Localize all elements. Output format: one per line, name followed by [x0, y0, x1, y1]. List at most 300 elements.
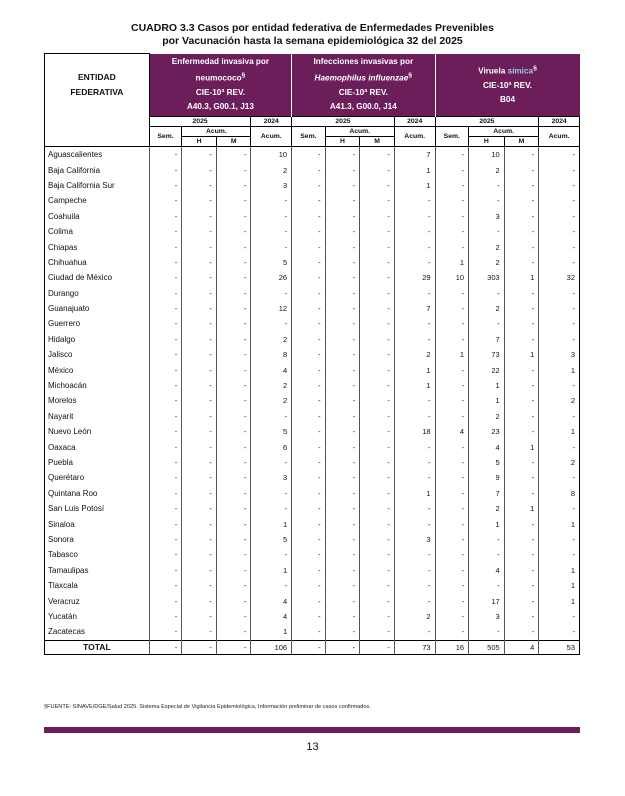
- entity-name: Morelos: [45, 393, 150, 408]
- entity-header-line-1: ENTIDAD: [77, 72, 116, 83]
- table-cell: 12: [251, 301, 292, 316]
- table-cell: -: [504, 286, 539, 301]
- table-cell: -: [325, 178, 360, 193]
- table-cell: -: [394, 439, 435, 454]
- table-cell: -: [325, 516, 360, 531]
- table-cell: 3: [394, 532, 435, 547]
- table-cell: -: [539, 255, 580, 270]
- table-cell: -: [292, 439, 326, 454]
- table-row: [45, 393, 580, 408]
- entity-name: Hidalgo: [45, 332, 150, 347]
- table-cell: -: [469, 178, 505, 193]
- table-cell: -: [435, 593, 469, 608]
- entity-header-line-2: FEDERATIVA: [70, 87, 124, 98]
- footer-bar: [44, 727, 580, 733]
- table-cell: -: [539, 409, 580, 424]
- table-cell: 2: [469, 239, 505, 254]
- sem-g2: Sem.: [292, 127, 326, 147]
- table-cell: -: [292, 624, 326, 640]
- group-1-line-2-wrap: [150, 69, 291, 86]
- year-2024-g3: 2024: [539, 117, 580, 127]
- table-cell: 1: [469, 516, 505, 531]
- table-cell: 32: [539, 270, 580, 285]
- table-cell: -: [469, 578, 505, 593]
- table-cell: -: [182, 455, 217, 470]
- total-cell: 53: [539, 640, 580, 654]
- total-cell: 106: [251, 640, 292, 654]
- entity-name: Tabasco: [45, 547, 150, 562]
- acum-2024-g2: Acum.: [394, 127, 435, 147]
- table-cell: -: [325, 193, 360, 208]
- table-cell: -: [182, 486, 217, 501]
- table-row: [45, 409, 580, 424]
- total-cell: 16: [435, 640, 469, 654]
- table-cell: -: [149, 193, 182, 208]
- table-cell: -: [149, 624, 182, 640]
- table-row: [45, 178, 580, 193]
- table-cell: -: [360, 162, 395, 177]
- table-cell: -: [216, 486, 251, 501]
- table-cell: -: [292, 378, 326, 393]
- table-row: [45, 316, 580, 331]
- table-cell: -: [182, 378, 217, 393]
- table-cell: -: [149, 516, 182, 531]
- table-cell: -: [182, 516, 217, 531]
- table-cell: 4: [251, 362, 292, 377]
- table-cell: -: [504, 563, 539, 578]
- table-cell: 73: [469, 347, 505, 362]
- table-cell: -: [539, 332, 580, 347]
- entity-name: Baja California: [45, 162, 150, 177]
- table-cell: -: [539, 470, 580, 485]
- table-cell: -: [182, 270, 217, 285]
- table-cell: -: [435, 624, 469, 640]
- table-cell: 1: [539, 563, 580, 578]
- table-cell: -: [435, 301, 469, 316]
- table-cell: -: [216, 209, 251, 224]
- table-cell: -: [360, 455, 395, 470]
- table-row: [45, 547, 580, 562]
- table-cell: -: [539, 193, 580, 208]
- table-cell: -: [435, 547, 469, 562]
- entity-name: Colima: [45, 224, 150, 239]
- table-cell: 29: [394, 270, 435, 285]
- table-cell: -: [149, 501, 182, 516]
- table-cell: 8: [251, 347, 292, 362]
- group-2-line-1: Infecciones invasivas por: [313, 57, 414, 67]
- table-cell: -: [182, 439, 217, 454]
- table-cell: -: [394, 332, 435, 347]
- entity-name: Michoacán: [45, 378, 150, 393]
- total-cell: -: [216, 640, 251, 654]
- table-cell: -: [435, 532, 469, 547]
- table-cell: -: [504, 578, 539, 593]
- table-cell: -: [435, 362, 469, 377]
- table-cell: -: [325, 362, 360, 377]
- table-cell: -: [360, 593, 395, 608]
- table-cell: 7: [394, 147, 435, 163]
- table-cell: 4: [469, 563, 505, 578]
- table-cell: -: [539, 501, 580, 516]
- acum-2024-g1: Acum.: [251, 127, 292, 147]
- table-cell: 1: [394, 162, 435, 177]
- table-cell: -: [325, 409, 360, 424]
- table-cell: -: [360, 578, 395, 593]
- entity-name: Zacatecas: [45, 624, 150, 640]
- table-cell: 1: [394, 378, 435, 393]
- table-cell: -: [469, 624, 505, 640]
- table-cell: -: [360, 316, 395, 331]
- table-cell: -: [292, 147, 326, 163]
- table-cell: -: [504, 239, 539, 254]
- table-cell: -: [216, 347, 251, 362]
- table-cell: -: [504, 409, 539, 424]
- table-cell: -: [182, 409, 217, 424]
- table-cell: -: [292, 516, 326, 531]
- table-cell: 1: [504, 501, 539, 516]
- table-cell: -: [504, 516, 539, 531]
- entity-name: Chiapas: [45, 239, 150, 254]
- table-cell: -: [251, 209, 292, 224]
- table-cell: 4: [435, 424, 469, 439]
- table-cell: -: [504, 486, 539, 501]
- table-cell: -: [216, 178, 251, 193]
- table-cell: -: [292, 409, 326, 424]
- table-cell: -: [325, 501, 360, 516]
- table-cell: -: [504, 378, 539, 393]
- table-cell: -: [435, 501, 469, 516]
- m-g1: M: [216, 137, 251, 147]
- table-cell: -: [292, 255, 326, 270]
- table-cell: -: [360, 609, 395, 624]
- total-cell: 505: [469, 640, 505, 654]
- table-cell: -: [182, 578, 217, 593]
- table-row: [45, 609, 580, 624]
- table-cell: -: [539, 147, 580, 163]
- table-cell: -: [182, 424, 217, 439]
- table-cell: -: [394, 624, 435, 640]
- table-cell: 303: [469, 270, 505, 285]
- table-cell: -: [251, 547, 292, 562]
- table-cell: -: [149, 547, 182, 562]
- table-cell: -: [394, 316, 435, 331]
- table-cell: 2: [251, 332, 292, 347]
- table-cell: -: [504, 424, 539, 439]
- table-cell: 22: [469, 362, 505, 377]
- table-cell: -: [149, 286, 182, 301]
- table-cell: -: [394, 393, 435, 408]
- table-cell: -: [325, 578, 360, 593]
- year-2025-g2: 2025: [292, 117, 395, 127]
- table-cell: -: [325, 486, 360, 501]
- entity-name: Veracruz: [45, 593, 150, 608]
- table-cell: -: [360, 439, 395, 454]
- table-cell: 1: [539, 362, 580, 377]
- table-cell: -: [149, 147, 182, 163]
- table-cell: -: [360, 255, 395, 270]
- table-cell: -: [325, 301, 360, 316]
- table-cell: -: [292, 162, 326, 177]
- entity-name: Aguascalientes: [45, 147, 150, 163]
- table-cell: 4: [469, 439, 505, 454]
- table-cell: 1: [251, 563, 292, 578]
- table-cell: -: [539, 532, 580, 547]
- table-row: [45, 424, 580, 439]
- table-cell: -: [360, 624, 395, 640]
- table-cell: -: [149, 563, 182, 578]
- table-cell: -: [292, 178, 326, 193]
- table-cell: -: [216, 239, 251, 254]
- table-cell: 1: [469, 393, 505, 408]
- table-cell: -: [149, 270, 182, 285]
- table-cell: -: [182, 547, 217, 562]
- table-cell: -: [504, 301, 539, 316]
- table-cell: -: [182, 178, 217, 193]
- table-cell: -: [360, 286, 395, 301]
- page-number: 13: [306, 741, 319, 753]
- table-cell: -: [325, 347, 360, 362]
- table-cell: -: [325, 563, 360, 578]
- table-cell: -: [216, 424, 251, 439]
- entity-name: Durango: [45, 286, 150, 301]
- entity-name: Campeche: [45, 193, 150, 208]
- table-cell: -: [504, 147, 539, 163]
- title-line-2: por Vacunación hasta la semana epidemiológica 32 del 2025: [162, 35, 463, 47]
- h-g2: H: [325, 137, 360, 147]
- table-cell: -: [216, 255, 251, 270]
- table-cell: 17: [469, 593, 505, 608]
- table-cell: -: [216, 147, 251, 163]
- table-cell: -: [394, 547, 435, 562]
- sem-g3: Sem.: [435, 127, 469, 147]
- table-cell: -: [149, 347, 182, 362]
- table-cell: -: [394, 239, 435, 254]
- entity-name: Guerrero: [45, 316, 150, 331]
- table-cell: -: [216, 193, 251, 208]
- table-cell: 23: [469, 424, 505, 439]
- table-cell: -: [149, 162, 182, 177]
- table-cell: -: [216, 578, 251, 593]
- table-cell: -: [469, 547, 505, 562]
- table-cell: -: [325, 393, 360, 408]
- table-cell: -: [435, 224, 469, 239]
- table-cell: -: [149, 470, 182, 485]
- table-row: [45, 270, 580, 285]
- group-3-line-1b: símica: [507, 67, 534, 77]
- table-cell: -: [360, 547, 395, 562]
- table-cell: -: [504, 162, 539, 177]
- table-cell: -: [539, 178, 580, 193]
- table-title: [0, 22, 625, 48]
- h-g3: H: [469, 137, 505, 147]
- table-cell: -: [360, 209, 395, 224]
- table-cell: 3: [251, 178, 292, 193]
- table-cell: -: [251, 316, 292, 331]
- h-g1: H: [182, 137, 217, 147]
- table-cell: -: [149, 424, 182, 439]
- table-cell: -: [182, 286, 217, 301]
- year-2025-g1: 2025: [149, 117, 251, 127]
- table-cell: -: [360, 178, 395, 193]
- entity-name: Baja California Sur: [45, 178, 150, 193]
- total-label: TOTAL: [45, 640, 150, 654]
- table-cell: -: [292, 501, 326, 516]
- table-cell: 1: [394, 486, 435, 501]
- table-cell: -: [504, 332, 539, 347]
- entity-name: Sonora: [45, 532, 150, 547]
- table-cell: 3: [251, 470, 292, 485]
- table-cell: -: [325, 270, 360, 285]
- total-row: [45, 640, 580, 654]
- table-cell: -: [182, 316, 217, 331]
- sem-g1: Sem.: [149, 127, 182, 147]
- acum-g2: Acum.: [325, 127, 394, 137]
- table-cell: -: [504, 470, 539, 485]
- table-cell: -: [216, 516, 251, 531]
- table-cell: -: [539, 301, 580, 316]
- table-cell: -: [292, 393, 326, 408]
- table-cell: 5: [469, 455, 505, 470]
- table-row: [45, 193, 580, 208]
- table-cell: -: [360, 532, 395, 547]
- entity-name: Nuevo León: [45, 424, 150, 439]
- table-cell: -: [504, 209, 539, 224]
- group-3-line-3: B04: [500, 95, 516, 105]
- total-cell: 73: [394, 640, 435, 654]
- table-cell: -: [216, 593, 251, 608]
- table-row: [45, 224, 580, 239]
- table-cell: -: [325, 255, 360, 270]
- entity-name: Quintana Roo: [45, 486, 150, 501]
- table-cell: -: [435, 316, 469, 331]
- table-cell: -: [435, 332, 469, 347]
- table-cell: 8: [539, 486, 580, 501]
- table-cell: -: [504, 178, 539, 193]
- table-cell: -: [149, 316, 182, 331]
- table-cell: -: [435, 409, 469, 424]
- table-cell: -: [216, 624, 251, 640]
- table-cell: -: [469, 532, 505, 547]
- table-cell: -: [504, 593, 539, 608]
- total-cell: -: [325, 640, 360, 654]
- table-cell: -: [360, 147, 395, 163]
- year-2025-g3: 2025: [435, 117, 539, 127]
- table-row: [45, 378, 580, 393]
- table-cell: 2: [539, 393, 580, 408]
- table-cell: -: [182, 563, 217, 578]
- table-cell: -: [435, 455, 469, 470]
- table-cell: -: [216, 501, 251, 516]
- table-body: [45, 147, 580, 655]
- table-cell: -: [292, 609, 326, 624]
- table-cell: 2: [469, 301, 505, 316]
- table-cell: 2: [251, 162, 292, 177]
- table-cell: -: [251, 409, 292, 424]
- table-row: [45, 162, 580, 177]
- table-cell: -: [539, 286, 580, 301]
- total-cell: -: [149, 640, 182, 654]
- table-cell: -: [325, 209, 360, 224]
- table-cell: -: [435, 378, 469, 393]
- table-cell: -: [149, 409, 182, 424]
- year-2024-g1: 2024: [251, 117, 292, 127]
- table-cell: -: [292, 532, 326, 547]
- table-cell: -: [360, 332, 395, 347]
- table-cell: -: [292, 301, 326, 316]
- cases-table: [44, 53, 580, 655]
- table-cell: -: [325, 624, 360, 640]
- table-cell: 18: [394, 424, 435, 439]
- table-cell: -: [435, 286, 469, 301]
- table-cell: -: [149, 378, 182, 393]
- table-cell: -: [504, 193, 539, 208]
- table-cell: -: [360, 301, 395, 316]
- table-cell: 7: [394, 301, 435, 316]
- entity-name: Sinaloa: [45, 516, 150, 531]
- table-cell: -: [182, 501, 217, 516]
- table-cell: -: [360, 270, 395, 285]
- table-cell: 5: [251, 424, 292, 439]
- table-row: [45, 624, 580, 640]
- table-cell: 2: [469, 501, 505, 516]
- table-cell: -: [216, 270, 251, 285]
- table-cell: -: [539, 209, 580, 224]
- table-cell: -: [360, 193, 395, 208]
- group-1-line-4: A40.3, G00.1, J13: [186, 102, 254, 112]
- entity-name: San Luis Potosí: [45, 501, 150, 516]
- table-cell: -: [435, 516, 469, 531]
- table-cell: -: [360, 424, 395, 439]
- table-cell: -: [394, 224, 435, 239]
- table-cell: -: [435, 486, 469, 501]
- table-cell: 10: [435, 270, 469, 285]
- entity-header-spacer: [45, 117, 150, 147]
- table-cell: -: [149, 255, 182, 270]
- footnote: §FUENTE: SINAVE/DGE/Salud 2025. Sistema Especial de Vigilancia Epidemiológica, Información preliminar de casos confirmados.: [44, 704, 371, 710]
- table-row: [45, 486, 580, 501]
- group-header-viruela: [435, 54, 579, 117]
- table-cell: -: [182, 347, 217, 362]
- table-cell: -: [292, 209, 326, 224]
- table-row: [45, 578, 580, 593]
- table-cell: -: [360, 486, 395, 501]
- entity-name: Ciudad de México: [45, 270, 150, 285]
- table-cell: -: [149, 439, 182, 454]
- table-cell: -: [149, 178, 182, 193]
- table-cell: -: [504, 455, 539, 470]
- table-cell: -: [539, 547, 580, 562]
- table-cell: -: [325, 424, 360, 439]
- table-row: [45, 209, 580, 224]
- table-row: [45, 439, 580, 454]
- table-cell: -: [182, 209, 217, 224]
- total-cell: -: [182, 640, 217, 654]
- year-2024-g2: 2024: [394, 117, 435, 127]
- m-g2: M: [360, 137, 395, 147]
- table-cell: -: [469, 316, 505, 331]
- table-cell: 7: [469, 332, 505, 347]
- table-cell: -: [251, 193, 292, 208]
- table-cell: -: [149, 455, 182, 470]
- table-row: [45, 347, 580, 362]
- table-cell: -: [182, 470, 217, 485]
- table-cell: -: [292, 547, 326, 562]
- entity-name: Puebla: [45, 455, 150, 470]
- table-cell: -: [360, 563, 395, 578]
- table-cell: 1: [539, 516, 580, 531]
- table-cell: -: [216, 393, 251, 408]
- table-cell: 9: [469, 470, 505, 485]
